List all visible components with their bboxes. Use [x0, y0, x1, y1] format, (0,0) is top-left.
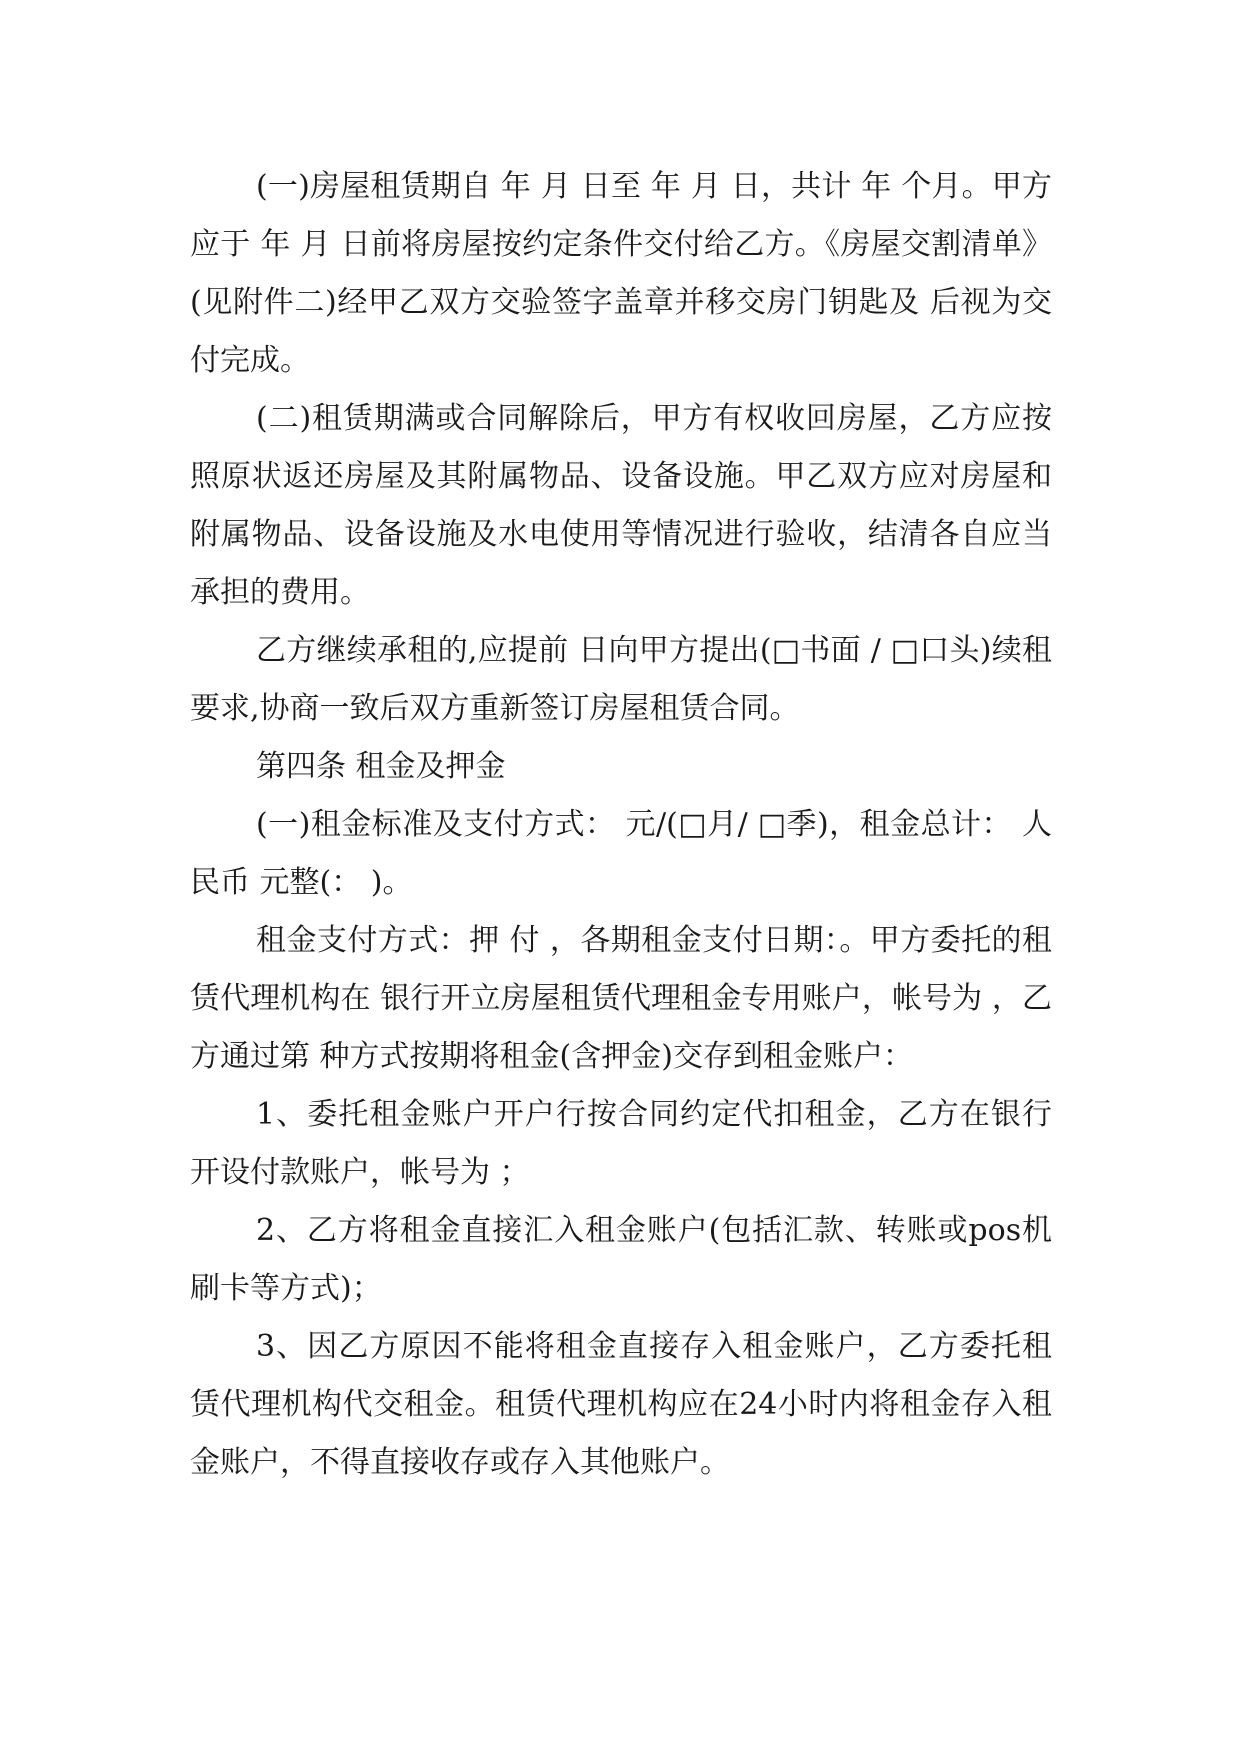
list-item-payment-option-1: 1、委托租金账户开户行按合同约定代扣租金，乙方在银行开设付款账户，帐号为 ；: [190, 1097, 1052, 1190]
paragraph-rent-payment-method: 租金支付方式：押 付 ，各期租金支付日期：。甲方委托的租赁代理机构在 银行开立房屋租赁代理租金专用账户，帐号为 ，乙方通过第 种方式按期将租金(含押金)交存到租金账户：: [190, 923, 1052, 1074]
paragraph-rent-standard: (一)租金标准及支付方式： 元/(□月/ □季)，租金总计： 人民币 元整(： )。: [190, 807, 1052, 900]
list-item-payment-option-2: 2、乙方将租金直接汇入租金账户(包括汇款、转账或pos机刷卡等方式)；: [190, 1213, 1052, 1306]
list-item-payment-option-3: 3、因乙方原因不能将租金直接存入租金账户，乙方委托租赁代理机构代交租金。租赁代理机构应在24小时内将租金存入租金账户，不得直接收存或存入其他账户。: [190, 1329, 1052, 1480]
paragraph-lease-term: (一)房屋租赁期自 年 月 日至 年 月 日，共计 年 个月。甲方应于 年 月 日前将房屋按约定条件交付给乙方。《房屋交割清单》(见附件二)经甲乙双方交验签字盖章并移交房门钥匙及 后视为交付完成。: [190, 169, 1052, 378]
paragraph-lease-expiry: (二)租赁期满或合同解除后，甲方有权收回房屋，乙方应按照原状返还房屋及其附属物品、设备设施。甲乙双方应对房屋和附属物品、设备设施及水电使用等情况进行验收，结清各自应当承担的费用。: [190, 401, 1052, 610]
section-heading-article-4: 第四条 租金及押金: [256, 749, 506, 784]
paragraph-renewal: 乙方继续承租的,应提前 日向甲方提出(□书面 / □口头)续租要求,协商一致后双方重新签订房屋租赁合同。: [190, 633, 1052, 726]
document-body: [190, 158, 1052, 1492]
